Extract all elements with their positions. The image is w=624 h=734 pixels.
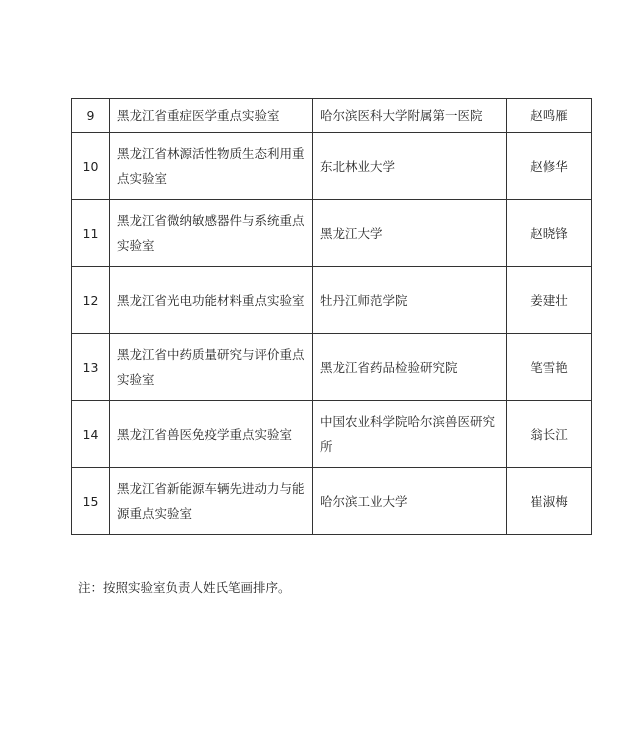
host-unit: 中国农业科学院哈尔滨兽医研究所: [313, 401, 507, 468]
table-row: [72, 200, 592, 267]
table-row: [72, 468, 592, 535]
footnote: 注：按照实验室负责人姓氏笔画排序。: [78, 580, 291, 595]
lab-director: 赵晓锋: [507, 200, 592, 267]
host-unit: 哈尔滨医科大学附属第一医院: [313, 99, 507, 133]
host-unit: 东北林业大学: [313, 133, 507, 200]
row-number: 9: [72, 99, 110, 133]
lab-name: 黑龙江省微纳敏感器件与系统重点实验室: [110, 200, 313, 267]
host-unit: 黑龙江大学: [313, 200, 507, 267]
table-row: [72, 99, 592, 133]
host-unit: 黑龙江省药品检验研究院: [313, 334, 507, 401]
lab-name: 黑龙江省中药质量研究与评价重点实验室: [110, 334, 313, 401]
lab-name: 黑龙江省新能源车辆先进动力与能源重点实验室: [110, 468, 313, 535]
lab-director: 崔淑梅: [507, 468, 592, 535]
row-number: 13: [72, 334, 110, 401]
lab-director: 笔雪艳: [507, 334, 592, 401]
table-row: [72, 401, 592, 468]
host-unit: 哈尔滨工业大学: [313, 468, 507, 535]
host-unit: 牡丹江师范学院: [313, 267, 507, 334]
row-number: 11: [72, 200, 110, 267]
lab-director: 姜建壮: [507, 267, 592, 334]
table-row: [72, 334, 592, 401]
lab-name: 黑龙江省光电功能材料重点实验室: [110, 267, 313, 334]
lab-director: 赵修华: [507, 133, 592, 200]
table-row: [72, 267, 592, 334]
lab-director: 翁长江: [507, 401, 592, 468]
lab-name: 黑龙江省林源活性物质生态利用重点实验室: [110, 133, 313, 200]
row-number: 12: [72, 267, 110, 334]
lab-name: 黑龙江省兽医免疫学重点实验室: [110, 401, 313, 468]
laboratory-table: [71, 98, 592, 535]
lab-director: 赵鸣雁: [507, 99, 592, 133]
row-number: 15: [72, 468, 110, 535]
table-row: [72, 133, 592, 200]
row-number: 10: [72, 133, 110, 200]
lab-name: 黑龙江省重症医学重点实验室: [110, 99, 313, 133]
row-number: 14: [72, 401, 110, 468]
